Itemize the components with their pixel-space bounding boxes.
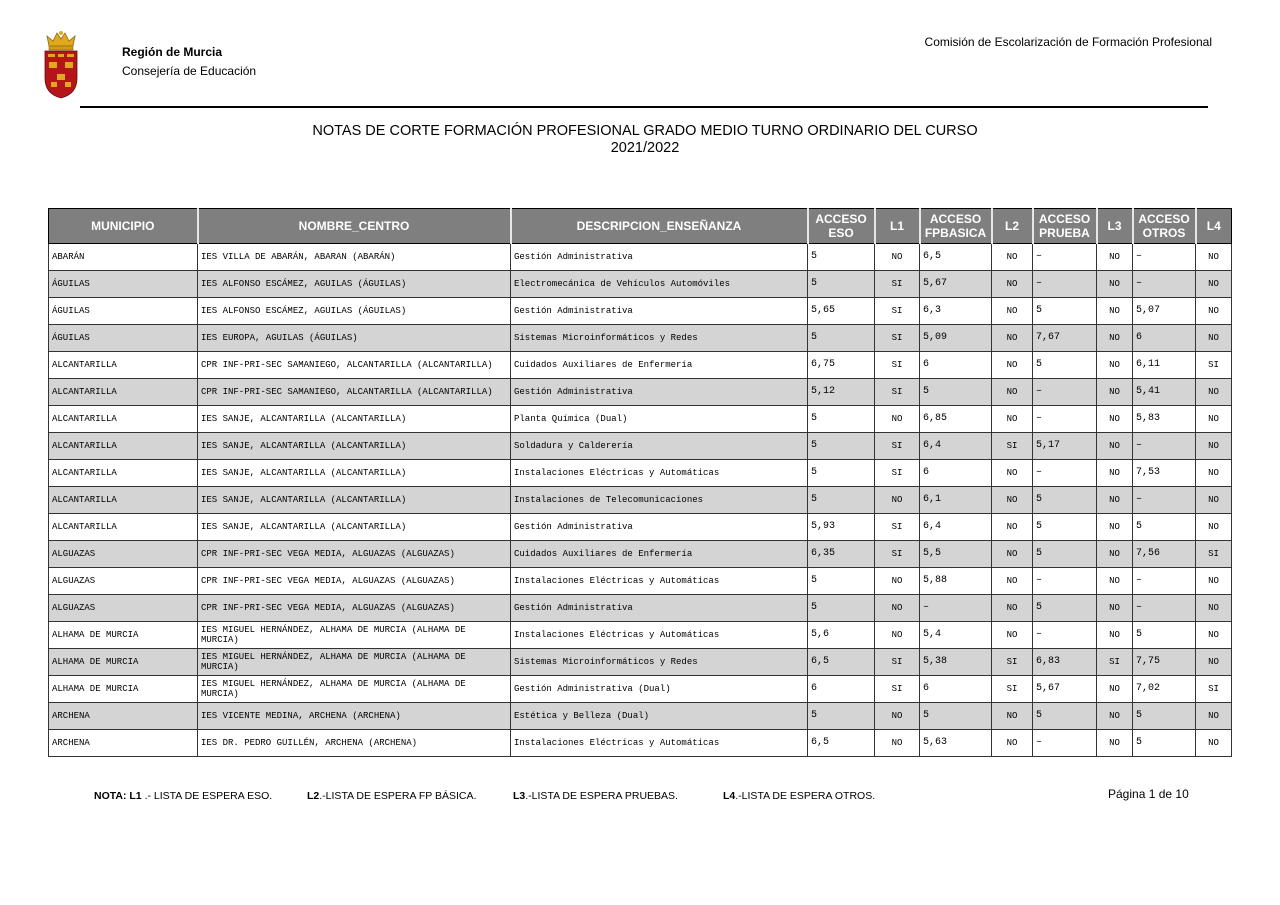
cell-municipio: ÁGUILAS — [49, 325, 198, 352]
table-row — [49, 568, 1232, 595]
cell-l1: SI — [875, 352, 920, 379]
title-line-2: 2021/2022 — [610, 140, 680, 156]
column-header: L4 — [1196, 209, 1232, 244]
cell-l2: NO — [992, 379, 1033, 406]
cell-l1: SI — [875, 649, 920, 676]
cell-descripcion-ensenanza: Instalaciones Eléctricas y Automáticas — [511, 460, 808, 487]
note-prefix: NOTA: — [94, 790, 127, 802]
column-header: ACCESO OTROS — [1133, 209, 1196, 244]
cell-acceso-otros: 7,56 — [1133, 541, 1196, 568]
cell-municipio: ARCHENA — [49, 703, 198, 730]
cell-l2: NO — [992, 514, 1033, 541]
region-murcia-coat-of-arms-icon — [43, 30, 79, 100]
table-header-row — [49, 209, 1232, 244]
cell-municipio: ALCANTARILLA — [49, 379, 198, 406]
cell-acceso-eso: 5 — [808, 325, 875, 352]
cell-l4: NO — [1196, 244, 1232, 271]
cell-acceso-otros: 5 — [1133, 703, 1196, 730]
note-text-l2: .-LISTA DE ESPERA FP BÁSICA. — [319, 790, 477, 802]
cell-nombre-centro: CPR INF-PRI-SEC SAMANIEGO, ALCANTARILLA (ALCANTARILLA) — [198, 379, 511, 406]
cell-acceso-prueba: 6,83 — [1033, 649, 1097, 676]
cell-l2: NO — [992, 271, 1033, 298]
cell-acceso-eso: 5 — [808, 244, 875, 271]
cell-l4: NO — [1196, 379, 1232, 406]
cell-l2: NO — [992, 541, 1033, 568]
cell-l2: NO — [992, 703, 1033, 730]
cell-descripcion-ensenanza: Gestión Administrativa (Dual) — [511, 676, 808, 703]
cell-municipio: ALCANTARILLA — [49, 460, 198, 487]
cell-acceso-eso: 5,65 — [808, 298, 875, 325]
cell-acceso-otros: – — [1133, 271, 1196, 298]
cell-nombre-centro: CPR INF-PRI-SEC VEGA MEDIA, ALGUAZAS (ALGUAZAS) — [198, 595, 511, 622]
cell-acceso-fpbasica: 6,4 — [920, 514, 992, 541]
cell-l3: NO — [1097, 460, 1133, 487]
cell-descripcion-ensenanza: Soldadura y Calderería — [511, 433, 808, 460]
cell-nombre-centro: IES EUROPA, AGUILAS (ÁGUILAS) — [198, 325, 511, 352]
cell-l3: NO — [1097, 406, 1133, 433]
column-header: NOMBRE_CENTRO — [198, 209, 511, 244]
cell-nombre-centro: IES DR. PEDRO GUILLÉN, ARCHENA (ARCHENA) — [198, 730, 511, 757]
cell-acceso-otros: – — [1133, 433, 1196, 460]
cell-l1: SI — [875, 271, 920, 298]
cell-acceso-prueba: – — [1033, 730, 1097, 757]
region-name: Región de Murcia — [122, 45, 223, 59]
cell-acceso-prueba: 5 — [1033, 541, 1097, 568]
cell-l1: SI — [875, 379, 920, 406]
page-number: Página 1 de 10 — [1108, 787, 1189, 801]
cell-nombre-centro: CPR INF-PRI-SEC VEGA MEDIA, ALGUAZAS (ALGUAZAS) — [198, 541, 511, 568]
table-row — [49, 352, 1232, 379]
cell-nombre-centro: IES SANJE, ALCANTARILLA (ALCANTARILLA) — [198, 406, 511, 433]
footer-note-l2 — [307, 790, 476, 802]
cell-l1: NO — [875, 568, 920, 595]
cell-acceso-fpbasica: 5,38 — [920, 649, 992, 676]
department-name: Consejería de Educación — [122, 64, 257, 78]
cell-l1: NO — [875, 730, 920, 757]
cell-acceso-eso: 5 — [808, 487, 875, 514]
cell-nombre-centro: CPR INF-PRI-SEC SAMANIEGO, ALCANTARILLA (ALCANTARILLA) — [198, 352, 511, 379]
cell-municipio: ALCANTARILLA — [49, 514, 198, 541]
cell-l4: NO — [1196, 622, 1232, 649]
cell-municipio: ALHAMA DE MURCIA — [49, 622, 198, 649]
cell-l3: NO — [1097, 703, 1133, 730]
cell-l4: NO — [1196, 271, 1232, 298]
cell-nombre-centro: IES SANJE, ALCANTARILLA (ALCANTARILLA) — [198, 487, 511, 514]
cell-l1: NO — [875, 703, 920, 730]
cell-l4: SI — [1196, 541, 1232, 568]
column-header: DESCRIPCION_ENSEÑANZA — [511, 209, 808, 244]
cell-acceso-otros: 5 — [1133, 514, 1196, 541]
table-row — [49, 379, 1232, 406]
cell-acceso-eso: 5 — [808, 271, 875, 298]
column-header: L3 — [1097, 209, 1133, 244]
cell-municipio: ALCANTARILLA — [49, 406, 198, 433]
cell-l3: NO — [1097, 541, 1133, 568]
cell-l4: NO — [1196, 730, 1232, 757]
cell-acceso-prueba: 5 — [1033, 703, 1097, 730]
cell-acceso-fpbasica: – — [920, 595, 992, 622]
cell-l4: NO — [1196, 649, 1232, 676]
cell-acceso-prueba: – — [1033, 406, 1097, 433]
cell-l4: NO — [1196, 298, 1232, 325]
cell-acceso-fpbasica: 6,5 — [920, 244, 992, 271]
table-row — [49, 244, 1232, 271]
cell-l3: NO — [1097, 379, 1133, 406]
cell-acceso-otros: – — [1133, 244, 1196, 271]
cell-municipio: ALGUAZAS — [49, 568, 198, 595]
table-row — [49, 460, 1232, 487]
cell-acceso-eso: 5,6 — [808, 622, 875, 649]
cell-acceso-eso: 5 — [808, 433, 875, 460]
table-row — [49, 271, 1232, 298]
cell-acceso-fpbasica: 5,63 — [920, 730, 992, 757]
cell-l2: NO — [992, 460, 1033, 487]
cell-municipio: ALCANTARILLA — [49, 487, 198, 514]
column-header: MUNICIPIO — [49, 209, 198, 244]
cell-acceso-eso: 5,12 — [808, 379, 875, 406]
table-row — [49, 676, 1232, 703]
cell-l3: NO — [1097, 568, 1133, 595]
cell-nombre-centro: IES ALFONSO ESCÁMEZ, AGUILAS (ÁGUILAS) — [198, 298, 511, 325]
cell-descripcion-ensenanza: Estética y Belleza (Dual) — [511, 703, 808, 730]
table-row — [49, 406, 1232, 433]
cell-l1: NO — [875, 595, 920, 622]
cell-descripcion-ensenanza: Cuidados Auxiliares de Enfermería — [511, 541, 808, 568]
cell-nombre-centro: IES MIGUEL HERNÁNDEZ, ALHAMA DE MURCIA (ALHAMA DE MURCIA) — [198, 622, 511, 649]
table-row — [49, 730, 1232, 757]
cell-l3: NO — [1097, 352, 1133, 379]
cell-l1: SI — [875, 676, 920, 703]
cell-l3: NO — [1097, 325, 1133, 352]
cell-l2: SI — [992, 676, 1033, 703]
cell-l2: NO — [992, 595, 1033, 622]
table-row — [49, 541, 1232, 568]
column-header: ACCESO ESO — [808, 209, 875, 244]
cell-l2: NO — [992, 568, 1033, 595]
cell-descripcion-ensenanza: Instalaciones de Telecomunicaciones — [511, 487, 808, 514]
cell-acceso-fpbasica: 5,5 — [920, 541, 992, 568]
commission-name: Comisión de Escolarización de Formación Profesional — [924, 35, 1212, 49]
cell-l4: NO — [1196, 487, 1232, 514]
cell-acceso-prueba: 5 — [1033, 352, 1097, 379]
cell-l3: NO — [1097, 595, 1133, 622]
cell-acceso-eso: 6,5 — [808, 649, 875, 676]
cell-l3: NO — [1097, 271, 1133, 298]
cell-descripcion-ensenanza: Instalaciones Eléctricas y Automáticas — [511, 622, 808, 649]
cell-l4: SI — [1196, 352, 1232, 379]
cell-descripcion-ensenanza: Instalaciones Eléctricas y Automáticas — [511, 730, 808, 757]
cell-acceso-fpbasica: 6 — [920, 352, 992, 379]
cell-acceso-eso: 5 — [808, 460, 875, 487]
cell-l4: NO — [1196, 460, 1232, 487]
cell-acceso-otros: 7,53 — [1133, 460, 1196, 487]
column-header: ACCESO PRUEBA — [1033, 209, 1097, 244]
cell-l1: NO — [875, 406, 920, 433]
table-row — [49, 325, 1232, 352]
cell-acceso-prueba: 5 — [1033, 298, 1097, 325]
cell-municipio: ALHAMA DE MURCIA — [49, 649, 198, 676]
cell-municipio: ABARÁN — [49, 244, 198, 271]
cell-acceso-prueba: – — [1033, 244, 1097, 271]
cell-l2: NO — [992, 487, 1033, 514]
cell-descripcion-ensenanza: Gestión Administrativa — [511, 595, 808, 622]
cell-l1: SI — [875, 433, 920, 460]
note-key-l3: L3 — [513, 790, 526, 802]
cell-municipio: ÁGUILAS — [49, 271, 198, 298]
cell-nombre-centro: IES VILLA DE ABARÁN, ABARAN (ABARÁN) — [198, 244, 511, 271]
note-key-l1: L1 — [129, 790, 142, 802]
table-row — [49, 487, 1232, 514]
cell-nombre-centro: IES VICENTE MEDINA, ARCHENA (ARCHENA) — [198, 703, 511, 730]
cell-acceso-otros: 5,07 — [1133, 298, 1196, 325]
cell-l3: NO — [1097, 487, 1133, 514]
cell-acceso-otros: – — [1133, 487, 1196, 514]
cell-acceso-otros: 7,02 — [1133, 676, 1196, 703]
cell-acceso-fpbasica: 6,85 — [920, 406, 992, 433]
cell-acceso-eso: 5 — [808, 703, 875, 730]
footer-note-l4 — [723, 790, 875, 802]
cell-acceso-prueba: – — [1033, 271, 1097, 298]
cell-acceso-eso: 5 — [808, 406, 875, 433]
cell-l4: NO — [1196, 325, 1232, 352]
cell-acceso-otros: – — [1133, 568, 1196, 595]
cell-l4: NO — [1196, 568, 1232, 595]
cell-municipio: ALGUAZAS — [49, 595, 198, 622]
cell-acceso-fpbasica: 5,09 — [920, 325, 992, 352]
note-text-l3: .-LISTA DE ESPERA PRUEBAS. — [525, 790, 678, 802]
cell-l3: NO — [1097, 244, 1133, 271]
table-row — [49, 622, 1232, 649]
cell-acceso-fpbasica: 5 — [920, 703, 992, 730]
cell-acceso-fpbasica: 5,67 — [920, 271, 992, 298]
cell-nombre-centro: CPR INF-PRI-SEC VEGA MEDIA, ALGUAZAS (ALGUAZAS) — [198, 568, 511, 595]
cell-acceso-prueba: – — [1033, 568, 1097, 595]
cell-acceso-eso: 6 — [808, 676, 875, 703]
table-row — [49, 703, 1232, 730]
cell-municipio: ARCHENA — [49, 730, 198, 757]
cell-l1: SI — [875, 298, 920, 325]
cell-l1: NO — [875, 487, 920, 514]
cell-l2: NO — [992, 298, 1033, 325]
cell-l3: NO — [1097, 433, 1133, 460]
cell-l4: NO — [1196, 595, 1232, 622]
cell-l1: SI — [875, 514, 920, 541]
cell-l1: SI — [875, 460, 920, 487]
cell-l2: NO — [992, 352, 1033, 379]
cell-l2: NO — [992, 244, 1033, 271]
cell-l1: NO — [875, 622, 920, 649]
cell-nombre-centro: IES SANJE, ALCANTARILLA (ALCANTARILLA) — [198, 460, 511, 487]
cell-l4: NO — [1196, 433, 1232, 460]
table-row — [49, 298, 1232, 325]
cell-descripcion-ensenanza: Instalaciones Eléctricas y Automáticas — [511, 568, 808, 595]
cell-acceso-fpbasica: 6,1 — [920, 487, 992, 514]
cell-descripcion-ensenanza: Electromecánica de Vehículos Automóviles — [511, 271, 808, 298]
cutoff-grades-table — [48, 208, 1232, 757]
cell-acceso-eso: 6,5 — [808, 730, 875, 757]
cell-acceso-prueba: 5,17 — [1033, 433, 1097, 460]
table-row — [49, 595, 1232, 622]
cell-acceso-fpbasica: 6 — [920, 460, 992, 487]
cell-nombre-centro: IES SANJE, ALCANTARILLA (ALCANTARILLA) — [198, 433, 511, 460]
cell-nombre-centro: IES ALFONSO ESCÁMEZ, AGUILAS (ÁGUILAS) — [198, 271, 511, 298]
cell-acceso-prueba: 5 — [1033, 487, 1097, 514]
cell-acceso-prueba: – — [1033, 460, 1097, 487]
cell-acceso-fpbasica: 6 — [920, 676, 992, 703]
cell-acceso-prueba: 5,67 — [1033, 676, 1097, 703]
cell-acceso-otros: 5 — [1133, 622, 1196, 649]
cell-acceso-eso: 6,75 — [808, 352, 875, 379]
cell-acceso-prueba: 5 — [1033, 595, 1097, 622]
cell-l4: NO — [1196, 703, 1232, 730]
cell-nombre-centro: IES MIGUEL HERNÁNDEZ, ALHAMA DE MURCIA (ALHAMA DE MURCIA) — [198, 649, 511, 676]
cell-l4: SI — [1196, 676, 1232, 703]
cell-acceso-prueba: – — [1033, 622, 1097, 649]
cell-l2: NO — [992, 325, 1033, 352]
note-key-l4: L4 — [723, 790, 736, 802]
cell-nombre-centro: IES MIGUEL HERNÁNDEZ, ALHAMA DE MURCIA (ALHAMA DE MURCIA) — [198, 676, 511, 703]
cell-l3: SI — [1097, 649, 1133, 676]
cell-acceso-prueba: – — [1033, 379, 1097, 406]
cell-l1: SI — [875, 541, 920, 568]
cell-l3: NO — [1097, 514, 1133, 541]
cell-acceso-otros: 5,41 — [1133, 379, 1196, 406]
cell-l4: NO — [1196, 514, 1232, 541]
cell-acceso-eso: 5 — [808, 595, 875, 622]
cell-l3: NO — [1097, 676, 1133, 703]
cell-l1: NO — [875, 244, 920, 271]
cell-acceso-otros: 6 — [1133, 325, 1196, 352]
cell-acceso-otros: – — [1133, 595, 1196, 622]
cell-municipio: ALCANTARILLA — [49, 352, 198, 379]
cell-acceso-fpbasica: 5,4 — [920, 622, 992, 649]
footer-note-l1 — [94, 790, 272, 802]
document-title — [230, 123, 1060, 157]
table-row — [49, 514, 1232, 541]
cell-descripcion-ensenanza: Gestión Administrativa — [511, 514, 808, 541]
cell-descripcion-ensenanza: Sistemas Microinformáticos y Redes — [511, 649, 808, 676]
cell-acceso-eso: 6,35 — [808, 541, 875, 568]
cell-l2: SI — [992, 649, 1033, 676]
cell-l4: NO — [1196, 406, 1232, 433]
cell-descripcion-ensenanza: Gestión Administrativa — [511, 298, 808, 325]
cell-acceso-fpbasica: 6,3 — [920, 298, 992, 325]
cell-acceso-prueba: 5 — [1033, 514, 1097, 541]
column-header: L2 — [992, 209, 1033, 244]
cell-acceso-prueba: 7,67 — [1033, 325, 1097, 352]
note-key-l2: L2 — [307, 790, 320, 802]
cell-municipio: ALGUAZAS — [49, 541, 198, 568]
cell-acceso-otros: 6,11 — [1133, 352, 1196, 379]
cell-acceso-eso: 5 — [808, 568, 875, 595]
note-text-l1: .- LISTA DE ESPERA ESO. — [141, 790, 273, 802]
note-text-l4: .-LISTA DE ESPERA OTROS. — [735, 790, 876, 802]
cell-descripcion-ensenanza: Gestión Administrativa — [511, 244, 808, 271]
cell-acceso-fpbasica: 5 — [920, 379, 992, 406]
column-header: ACCESO FPBASICA — [920, 209, 992, 244]
cell-descripcion-ensenanza: Planta Química (Dual) — [511, 406, 808, 433]
cell-l3: NO — [1097, 730, 1133, 757]
cell-municipio: ALHAMA DE MURCIA — [49, 676, 198, 703]
table-row — [49, 649, 1232, 676]
cell-acceso-otros: 5,83 — [1133, 406, 1196, 433]
header-divider — [80, 106, 1208, 108]
cell-l3: NO — [1097, 298, 1133, 325]
cell-l2: NO — [992, 406, 1033, 433]
cell-municipio: ÁGUILAS — [49, 298, 198, 325]
cell-acceso-otros: 7,75 — [1133, 649, 1196, 676]
cell-acceso-fpbasica: 6,4 — [920, 433, 992, 460]
cell-acceso-eso: 5,93 — [808, 514, 875, 541]
cell-l2: NO — [992, 730, 1033, 757]
title-line-1: NOTAS DE CORTE FORMACIÓN PROFESIONAL GRADO MEDIO TURNO ORDINARIO DEL CURSO — [312, 123, 978, 139]
cell-acceso-otros: 5 — [1133, 730, 1196, 757]
cell-l1: SI — [875, 325, 920, 352]
cell-municipio: ALCANTARILLA — [49, 433, 198, 460]
cell-l2: SI — [992, 433, 1033, 460]
cell-l2: NO — [992, 622, 1033, 649]
column-header: L1 — [875, 209, 920, 244]
cell-descripcion-ensenanza: Gestión Administrativa — [511, 379, 808, 406]
table-row — [49, 433, 1232, 460]
cell-nombre-centro: IES SANJE, ALCANTARILLA (ALCANTARILLA) — [198, 514, 511, 541]
cell-descripcion-ensenanza: Sistemas Microinformáticos y Redes — [511, 325, 808, 352]
cell-descripcion-ensenanza: Cuidados Auxiliares de Enfermería — [511, 352, 808, 379]
cell-l3: NO — [1097, 622, 1133, 649]
cell-acceso-fpbasica: 5,88 — [920, 568, 992, 595]
footer-note-l3 — [513, 790, 678, 802]
